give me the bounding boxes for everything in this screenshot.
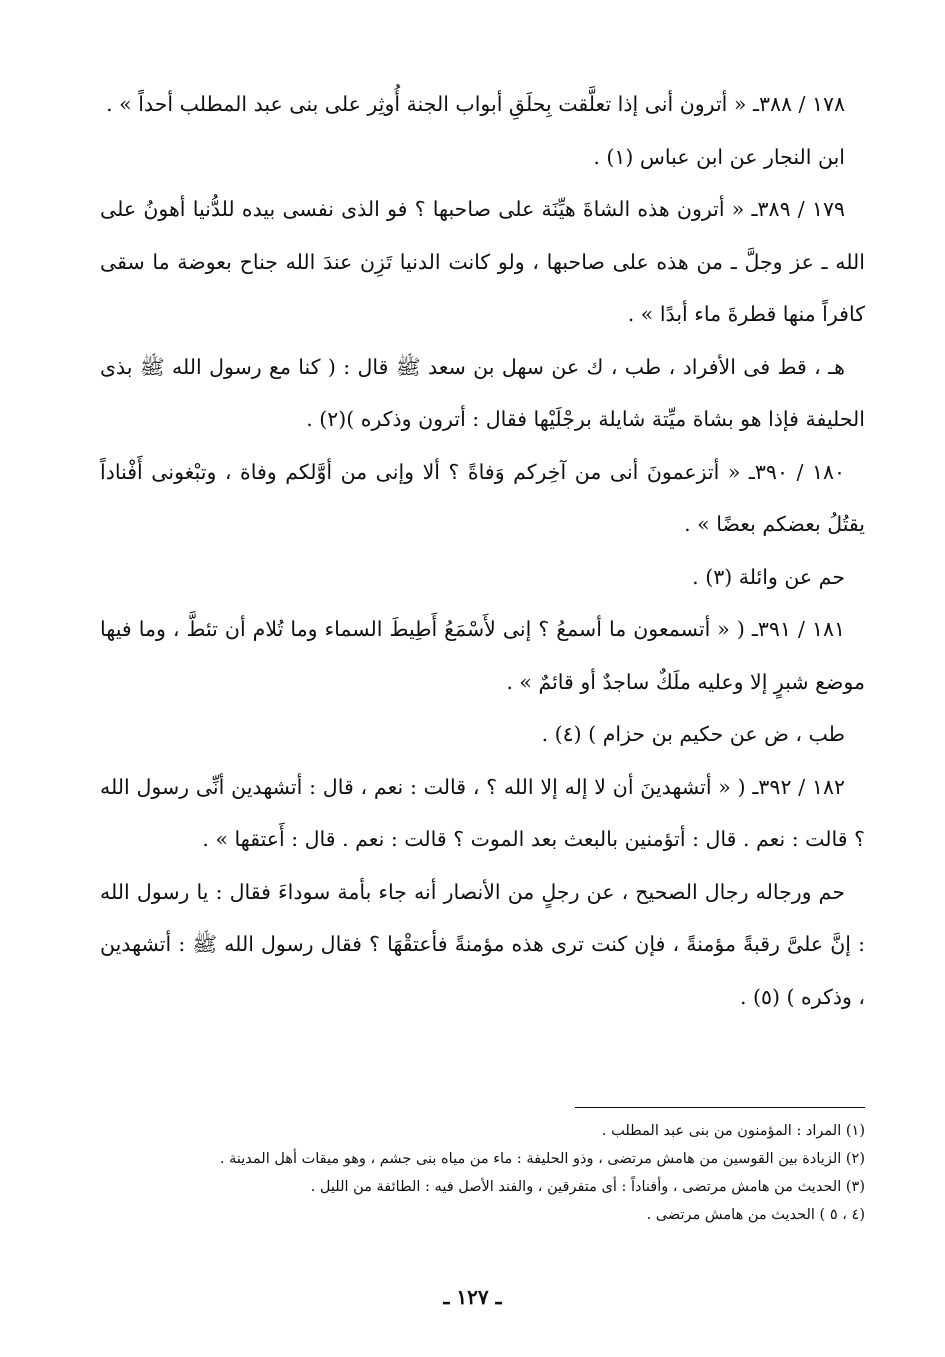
main-text xyxy=(100,78,865,1023)
footnote-2: (٢) الزيادة بين القوسين من هامش مرتضى ، وذو الحليفة : ماء من مياه بنى جشم ، وهو ميقات أهل المدينة . xyxy=(219,1151,865,1167)
footnote-divider xyxy=(575,1107,865,1108)
hadith-181: ١٨١ / ٣٩١ـ ( « أتسمعون ما أسمعُ ؟ إنى لأَسْمَعُ أَطِيطَ السماء وما تُلام أن تئطَّ ، وما فيها موضع شبرٍ إلا وعليه ملَكٌ ساجدٌ أو قائمٌ » . xyxy=(100,617,865,694)
page-number: ـ ١٢٧ ـ xyxy=(443,1285,502,1309)
hadith-179: ١٧٩ / ٣٨٩ـ « أترون هذه الشاةَ هيِّنَة على صاحبها ؟ فو الذى نفسى بيده للدُّنيا أهونُ على الله ـ عز وجلَّ ـ من هذه على صاحبها ، ولو كانت الدنيا تَزِن عندَ الله جناح بعوضة ما سقى كافراً منها قطرةَ ماء أبدًا » . xyxy=(100,197,865,326)
hadith-182: ١٨٢ / ٣٩٢ـ ( « أتشهدينَ أن لا إله إلا الله ؟ ، قالت : نعم ، قال : أتشهدين أنِّى رسول الله ؟ قالت : نعم . قال : أتؤمنين بالبعث بعد الموت ؟ قالت : نعم . قال : أَعتقها » . xyxy=(100,774,865,851)
source-180: حم عن وائلة (٣) . xyxy=(692,564,845,589)
source-182: حم ورجاله رجال الصحيح ، عن رجلٍ من الأنصار أنه جاء بأمة سوداءَ فقال : يا رسول الله : إنَّ علىَّ رقبةً مؤمنةً ، فإن كنت ترى هذه مؤمنةً فأعتقْهَا ؟ فقال رسول الله ﷺ : أتشهدين ، وذكره ) (٥) . xyxy=(100,879,865,1009)
source-181: طب ، ض عن حكيم بن حزام ) (٤) . xyxy=(541,722,845,746)
footnote-1: (١) المراد : المؤمنون من بنى عبد المطلب . xyxy=(601,1123,865,1139)
footnotes xyxy=(100,1117,865,1229)
hadith-180: ١٨٠ / ٣٩٠ـ « أتزعمونَ أنى من آخِركم وَفاةً ؟ ألا وإنى من أوَّلكم وفاة ، وتبْغونى أَفْناداً يقتُلُ بعضكم بعضًا » . xyxy=(100,459,865,536)
footnote-3: (٣) الحديث من هامش مرتضى ، وأفناداً : أى متفرقين ، والفند الأصل فيه : الطائفة من الليل . xyxy=(310,1179,865,1195)
footnote-4-5: (٤ ، ٥ ) الحديث من هامش مرتضى . xyxy=(646,1207,865,1223)
hadith-178: ١٧٨ / ٣٨٨ـ « أترون أنى إذا تعلَّقت بِحلَقِ أبواب الجنة أُوثِر على بنى عبد المطلب أحداً » . xyxy=(106,92,845,116)
source-178: ابن النجار عن ابن عباس (١) . xyxy=(593,144,845,169)
source-179: هـ ، قط فى الأفراد ، طب ، ك عن سهل بن سعد ﷺ قال : ( كنا مع رسول الله ﷺ بذى الحليفة فإذا هو بشاة ميِّتة شايلة برجْلَيْها فقال : أترون وذكره )(٢) . xyxy=(100,354,865,431)
